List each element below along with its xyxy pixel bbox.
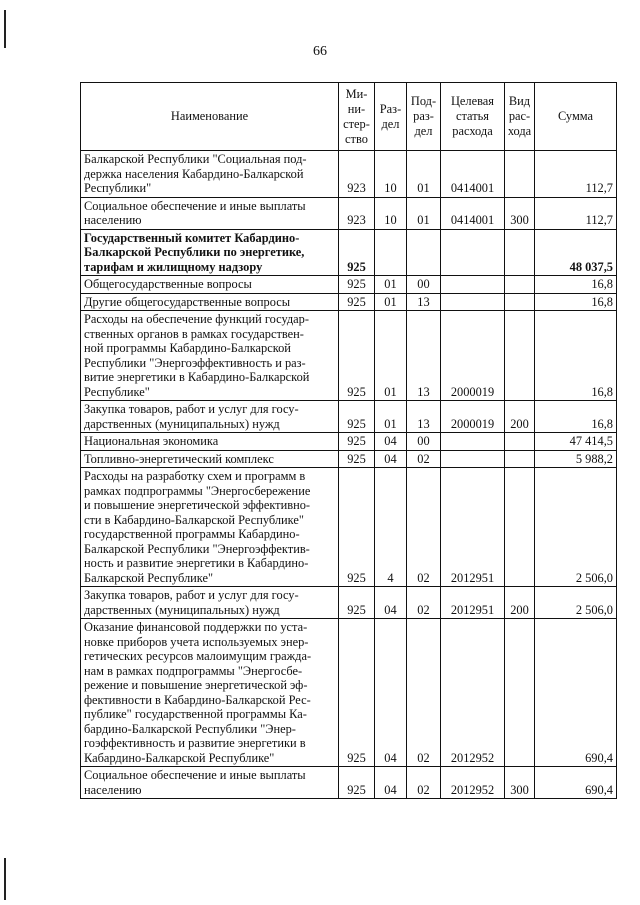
table-row	[81, 433, 617, 451]
row-name-cell: Расходы на обеспечение функций государ- ственных органов в рамках государствен- ной программы Кабардино-Балкарской Республики "Энергоэффективность и раз- витие энергетики в Кабардино-Балкарской Республике"	[81, 311, 339, 401]
table-row	[81, 151, 617, 198]
row-type-cell	[505, 311, 535, 401]
row-section-cell: 01	[375, 401, 407, 433]
row-target-cell: 2012952	[441, 767, 505, 799]
row-ministry-cell: 925	[339, 450, 375, 468]
row-sum-cell: 16,8	[535, 276, 617, 294]
row-name-cell: Закупка товаров, работ и услуг для госу- дарственных (муниципальных) нужд	[81, 401, 339, 433]
header-name: Наименование	[81, 83, 339, 151]
row-subsection-cell: 02	[407, 450, 441, 468]
table-row	[81, 276, 617, 294]
row-subsection-cell: 00	[407, 433, 441, 451]
table-row	[81, 468, 617, 587]
row-sum-cell: 47 414,5	[535, 433, 617, 451]
header-sum: Сумма	[535, 83, 617, 151]
row-section-cell: 04	[375, 433, 407, 451]
row-type-cell: 200	[505, 401, 535, 433]
row-target-cell: 2012951	[441, 468, 505, 587]
table-row	[81, 293, 617, 311]
row-ministry-cell: 925	[339, 401, 375, 433]
row-ministry-cell: 925	[339, 468, 375, 587]
row-subsection-cell	[407, 229, 441, 276]
row-name-cell: Общегосударственные вопросы	[81, 276, 339, 294]
row-subsection-cell: 13	[407, 401, 441, 433]
row-sum-cell: 16,8	[535, 401, 617, 433]
row-sum-cell: 112,7	[535, 197, 617, 229]
table-row	[81, 767, 617, 799]
row-subsection-cell: 02	[407, 468, 441, 587]
table-row	[81, 229, 617, 276]
row-type-cell	[505, 433, 535, 451]
header-type: Вид рас- хода	[505, 83, 535, 151]
row-type-cell	[505, 229, 535, 276]
row-ministry-cell: 925	[339, 767, 375, 799]
row-sum-cell: 690,4	[535, 619, 617, 767]
row-ministry-cell: 925	[339, 276, 375, 294]
row-subsection-cell: 02	[407, 767, 441, 799]
row-name-cell: Социальное обеспечение и иные выплаты населению	[81, 197, 339, 229]
row-name-cell: Другие общегосударственные вопросы	[81, 293, 339, 311]
row-type-cell: 200	[505, 587, 535, 619]
row-sum-cell: 2 506,0	[535, 587, 617, 619]
row-target-cell: 2012951	[441, 587, 505, 619]
row-ministry-cell: 925	[339, 587, 375, 619]
row-target-cell: 2012952	[441, 619, 505, 767]
row-name-cell: Балкарской Республики "Социальная под- держка населения Кабардино-Балкарской Республики"	[81, 151, 339, 198]
header-subsection: Под- раз- дел	[407, 83, 441, 151]
header-ministry: Ми- ни- стер- ство	[339, 83, 375, 151]
row-name-cell: Социальное обеспечение и иные выплаты населению	[81, 767, 339, 799]
scan-edge-mark-top	[4, 10, 6, 48]
row-target-cell: 2000019	[441, 311, 505, 401]
row-sum-cell: 5 988,2	[535, 450, 617, 468]
table-row	[81, 450, 617, 468]
row-section-cell: 04	[375, 619, 407, 767]
row-sum-cell: 16,8	[535, 293, 617, 311]
row-type-cell	[505, 151, 535, 198]
row-ministry-cell: 925	[339, 293, 375, 311]
table-row	[81, 197, 617, 229]
row-ministry-cell: 925	[339, 311, 375, 401]
row-sum-cell: 112,7	[535, 151, 617, 198]
row-section-cell: 04	[375, 587, 407, 619]
row-type-cell	[505, 293, 535, 311]
row-subsection-cell: 13	[407, 293, 441, 311]
row-subsection-cell: 00	[407, 276, 441, 294]
row-ministry-cell: 925	[339, 433, 375, 451]
row-section-cell	[375, 229, 407, 276]
table-row	[81, 311, 617, 401]
row-target-cell: 0414001	[441, 197, 505, 229]
row-type-cell: 300	[505, 197, 535, 229]
row-sum-cell: 690,4	[535, 767, 617, 799]
row-ministry-cell: 925	[339, 619, 375, 767]
row-target-cell	[441, 276, 505, 294]
row-section-cell: 01	[375, 293, 407, 311]
row-name-cell: Государственный комитет Кабардино- Балкарской Республики по энергетике, тарифам и жилищному надзору	[81, 229, 339, 276]
row-ministry-cell: 923	[339, 197, 375, 229]
table-header-row	[81, 83, 617, 151]
row-type-cell	[505, 619, 535, 767]
row-target-cell	[441, 229, 505, 276]
row-ministry-cell: 923	[339, 151, 375, 198]
row-name-cell: Закупка товаров, работ и услуг для госу- дарственных (муниципальных) нужд	[81, 587, 339, 619]
row-name-cell: Расходы на разработку схем и программ в рамках подпрограммы "Энергосбережение и повышение энергетической эффективно- сти в Кабардино-Балкарской Республике" государственной программы Кабардино- Балкарской Республики "Энергоэффектив- ность и развитие энергетики в Кабардино- Балкарской Республике"	[81, 468, 339, 587]
table-row	[81, 401, 617, 433]
table-row	[81, 619, 617, 767]
row-sum-cell: 2 506,0	[535, 468, 617, 587]
row-subsection-cell: 01	[407, 197, 441, 229]
row-sum-cell: 16,8	[535, 311, 617, 401]
row-target-cell: 0414001	[441, 151, 505, 198]
row-type-cell	[505, 468, 535, 587]
row-section-cell: 04	[375, 767, 407, 799]
row-section-cell: 01	[375, 311, 407, 401]
row-name-cell: Оказание финансовой поддержки по уста- новке приборов учета используемых энер- гетических ресурсов малоимущим гражда- нам в рамках подпрограммы "Энергосбе- режение и повышение энергетической эф- фективности в Кабардино-Балкарской Рес- публике" государственной программы Ка- бардино-Балкарской Республики "Энер- гоэффективность и развитие энергетики в Кабардино-Балкарской Республике"	[81, 619, 339, 767]
row-target-cell	[441, 450, 505, 468]
header-target: Целевая статья расхода	[441, 83, 505, 151]
row-section-cell: 10	[375, 197, 407, 229]
row-section-cell: 04	[375, 450, 407, 468]
row-type-cell	[505, 450, 535, 468]
table-row	[81, 587, 617, 619]
row-subsection-cell: 13	[407, 311, 441, 401]
row-subsection-cell: 02	[407, 587, 441, 619]
row-sum-cell: 48 037,5	[535, 229, 617, 276]
row-section-cell: 01	[375, 276, 407, 294]
budget-table	[80, 82, 617, 799]
row-target-cell	[441, 293, 505, 311]
row-ministry-cell: 925	[339, 229, 375, 276]
header-section: Раз- дел	[375, 83, 407, 151]
row-target-cell: 2000019	[441, 401, 505, 433]
row-type-cell	[505, 276, 535, 294]
scan-edge-mark-bottom	[4, 858, 6, 900]
row-section-cell: 10	[375, 151, 407, 198]
row-name-cell: Национальная экономика	[81, 433, 339, 451]
row-subsection-cell: 01	[407, 151, 441, 198]
row-target-cell	[441, 433, 505, 451]
row-name-cell: Топливно-энергетический комплекс	[81, 450, 339, 468]
row-section-cell: 4	[375, 468, 407, 587]
row-subsection-cell: 02	[407, 619, 441, 767]
page-number: 66	[313, 44, 327, 59]
row-type-cell: 300	[505, 767, 535, 799]
